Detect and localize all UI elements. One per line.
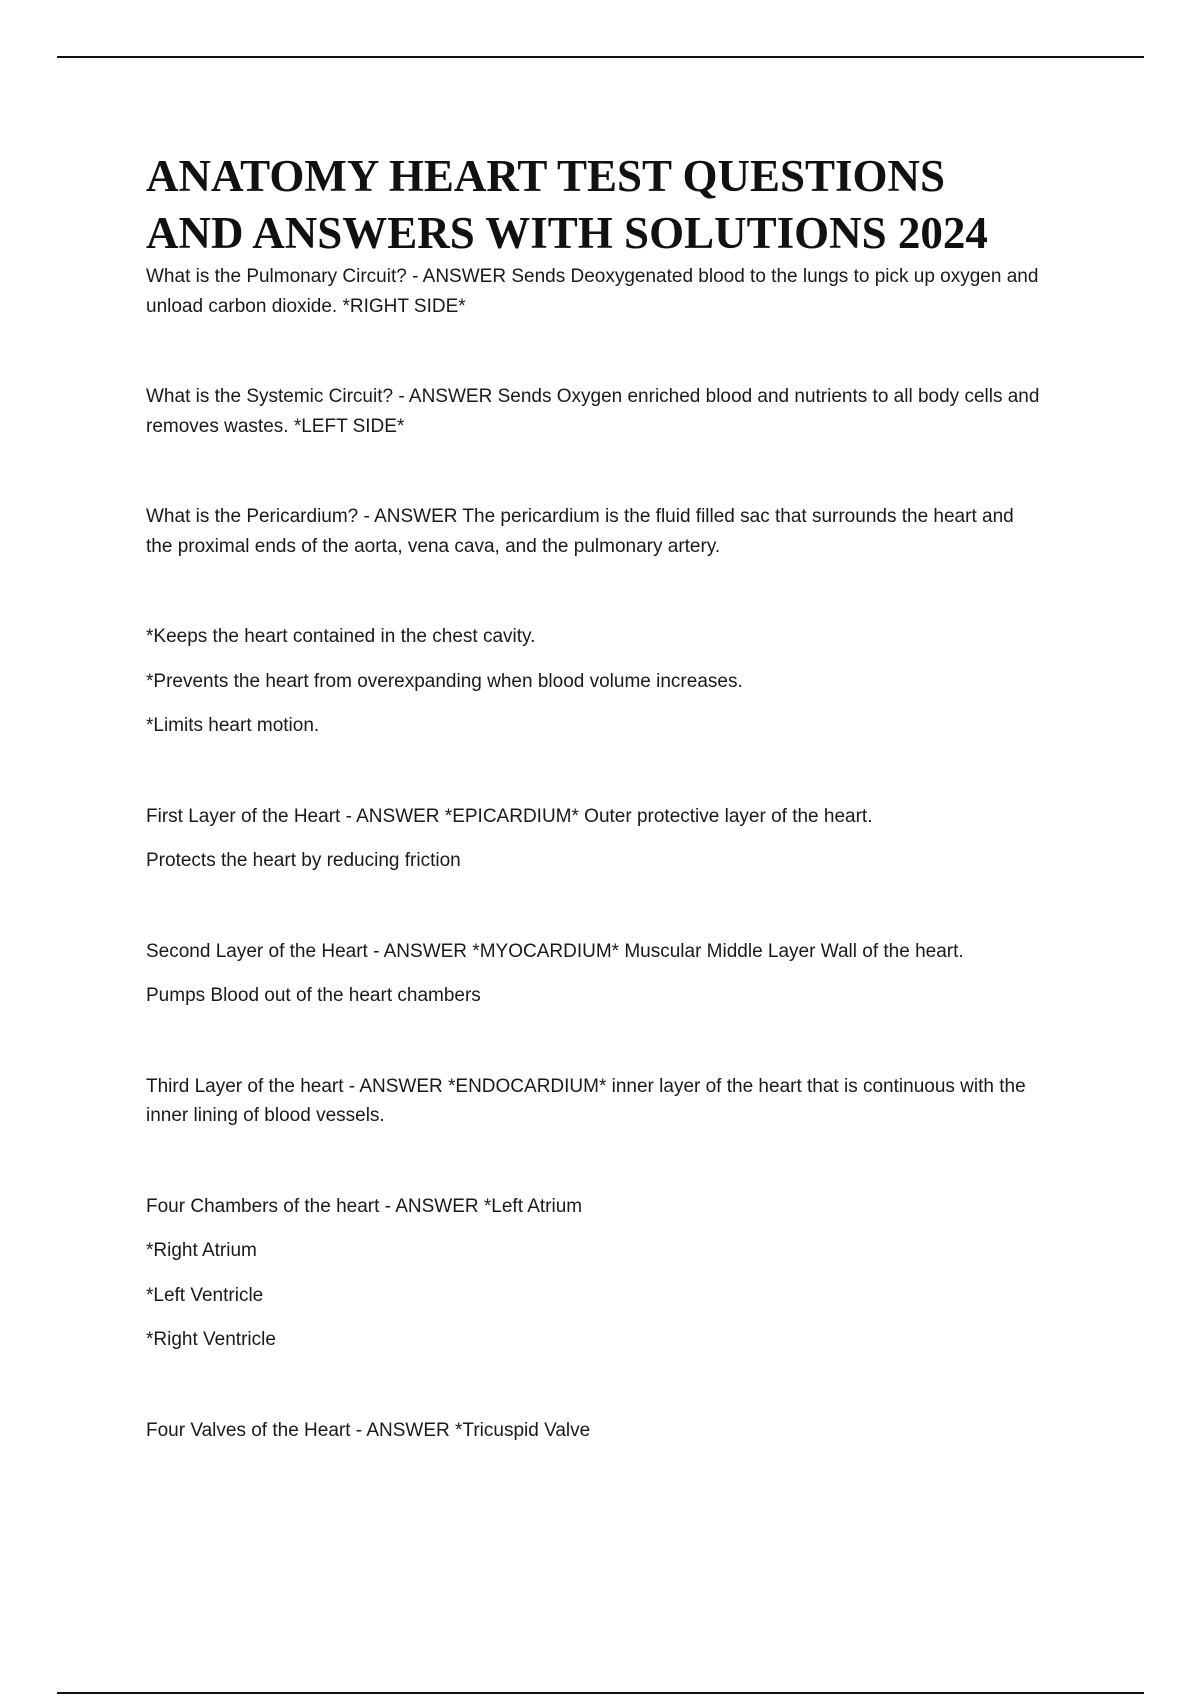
qa-line: What is the Systemic Circuit? - ANSWER Sends Oxygen enriched blood and nutrients to all body cells and [146, 386, 1040, 407]
title-line-2: AND ANSWERS WITH SOLUTIONS 2024 [146, 208, 988, 258]
qa-line: First Layer of the Heart - ANSWER *EPICARDIUM* Outer protective layer of the heart. [146, 805, 873, 827]
qa-pulmonary-circuit [146, 262, 1106, 321]
pericardium-points [146, 622, 1106, 741]
qa-line: Protects the heart by reducing friction [146, 850, 461, 871]
list-item: *Right Ventricle [146, 1329, 276, 1350]
top-divider [57, 56, 1144, 58]
bottom-divider [57, 1692, 1144, 1694]
list-item: *Left Ventricle [146, 1284, 264, 1306]
qa-second-layer [146, 937, 1106, 1011]
qa-line: Pumps Blood out of the heart chambers [146, 985, 481, 1006]
list-item: *Limits heart motion. [146, 715, 320, 736]
qa-line: What is the Pulmonary Circuit? - ANSWER Sends Deoxygenated blood to the lungs to pick up oxygen and [146, 266, 1039, 287]
document-body [146, 148, 1106, 1445]
document-title [146, 148, 1106, 262]
title-line-1: ANATOMY HEART TEST QUESTIONS [146, 151, 946, 201]
qa-line: removes wastes. *LEFT SIDE* [146, 415, 405, 437]
list-item: *Keeps the heart contained in the chest cavity. [146, 626, 536, 647]
qa-line: Second Layer of the Heart - ANSWER *MYOCARDIUM* Muscular Middle Layer Wall of the heart. [146, 940, 964, 962]
qa-four-chambers [146, 1192, 1106, 1355]
qa-line: Four Valves of the Heart - ANSWER *Tricuspid Valve [146, 1419, 591, 1441]
list-item: *Right Atrium [146, 1240, 257, 1261]
qa-line: inner lining of blood vessels. [146, 1105, 385, 1126]
qa-pericardium [146, 502, 1106, 561]
list-item: *Prevents the heart from overexpanding when blood volume increases. [146, 670, 743, 692]
qa-line: the proximal ends of the aorta, vena cava, and the pulmonary artery. [146, 535, 721, 557]
qa-line: What is the Pericardium? - ANSWER The pericardium is the fluid filled sac that surrounds the heart and [146, 506, 1014, 527]
qa-four-valves [146, 1416, 1106, 1446]
qa-third-layer [146, 1072, 1106, 1131]
qa-line: unload carbon dioxide. *RIGHT SIDE* [146, 295, 466, 317]
qa-systemic-circuit [146, 382, 1106, 441]
qa-line: Third Layer of the heart - ANSWER *ENDOCARDIUM* inner layer of the heart that is continuous with the [146, 1075, 1026, 1097]
qa-line: Four Chambers of the heart - ANSWER *Left Atrium [146, 1195, 583, 1217]
qa-first-layer [146, 802, 1106, 876]
